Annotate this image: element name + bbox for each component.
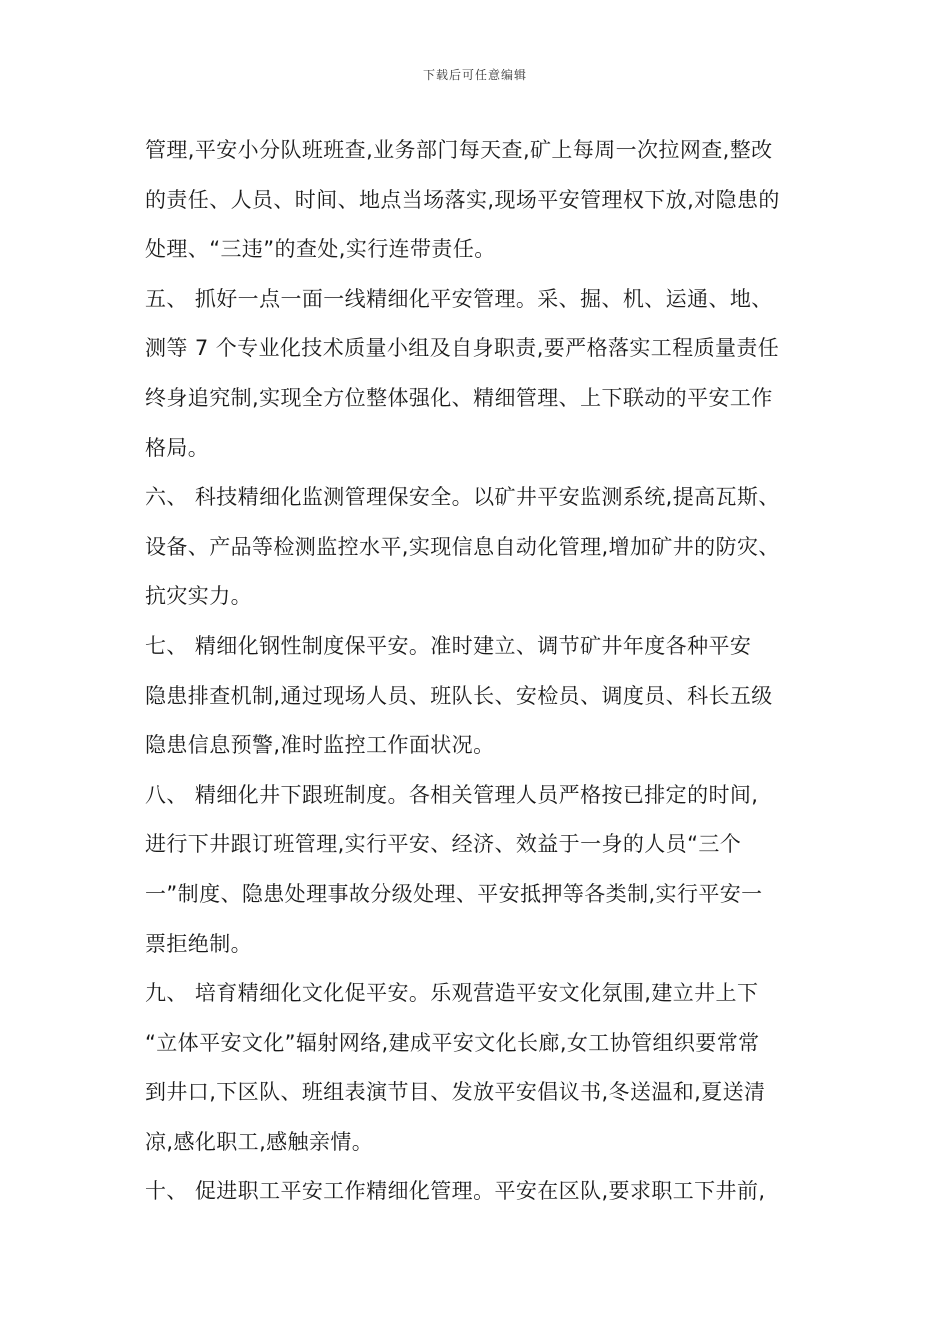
text-line: 测等 7 个专业化技术质量小组及自身职责,要严格落实工程质量责任: [145, 336, 780, 361]
text-line: 隐患信息预警,准时监控工作面状况。: [145, 733, 495, 758]
text-line: “立体平安文化”辐射网络,建成平安文化长廊,女工协管组织要常常: [145, 1030, 760, 1055]
text-line: 六、 科技精细化监测管理保安全。以矿井平安监测系统,提高瓦斯、: [145, 485, 780, 510]
text-line: 五、 抓好一点一面一线精细化平安管理。采、掘、机、运通、地、: [145, 286, 773, 311]
text-line: 隐患排查机制,通过现场人员、班队长、安检员、调度员、科长五级: [145, 683, 773, 708]
text-line: 进行下井跟订班管理,实行平安、经济、效益于一身的人员“三个: [145, 832, 742, 857]
text-line: 抗灾实力。: [145, 584, 252, 609]
text-line: 七、 精细化钢性制度保平安。准时建立、调节矿井年度各种平安: [145, 633, 752, 658]
text-line: 票拒绝制。: [145, 931, 252, 956]
text-line: 的责任、人员、时间、地点当场落实,现场平安管理权下放,对隐患的: [145, 187, 780, 212]
text-line: 终身追究制,实现全方位整体强化、精细管理、上下联动的平安工作: [145, 385, 773, 410]
text-line: 九、 培育精细化文化促平安。乐观营造平安文化氛围,建立井上下: [145, 981, 759, 1006]
text-line: 八、 精细化井下跟班制度。各相关管理人员严格按已排定的时间,: [145, 782, 759, 807]
document-body: [145, 126, 810, 1217]
page-header: 下载后可任意编辑: [422, 68, 527, 82]
text-line: 处理、“三违”的查处,实行连带责任。: [145, 237, 496, 262]
text-line: 凉,感化职工,感触亲情。: [145, 1129, 374, 1154]
text-line: 管理,平安小分队班班查,业务部门每天查,矿上每周一次拉网查,整改: [145, 138, 773, 162]
text-line: 设备、产品等检测监控水平,实现信息自动化管理,增加矿井的防灾、: [145, 534, 780, 559]
text-line: 格局。: [145, 435, 210, 460]
text-line: 到井口,下区队、班组表演节目、发放平安倡议书,冬送温和,夏送清: [145, 1080, 766, 1105]
text-line: 十、 促进职工平安工作精细化管理。平安在区队,要求职工下井前,: [145, 1179, 766, 1204]
text-line: 一”制度、隐患处理事故分级处理、平安抵押等各类制,实行平安一: [145, 881, 763, 906]
